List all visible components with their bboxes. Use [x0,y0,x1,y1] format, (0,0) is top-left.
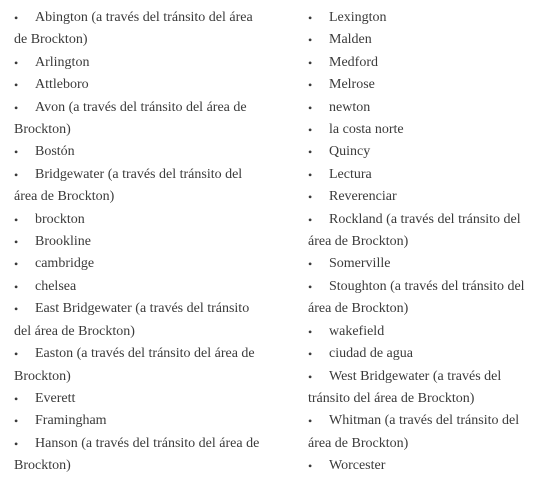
list-item-text: Brookline [35,234,91,250]
list-item [14,343,264,388]
list-item-text: Malden [329,32,372,48]
list-item [308,52,540,74]
list-item [308,321,540,343]
list-item-text: la costa norte [329,122,404,138]
list-item [14,141,264,163]
list-item [308,97,540,119]
list-item-text: cambridge [35,256,95,272]
bullet-icon: • [14,302,19,317]
list-item-text: Melrose [329,77,375,93]
list-item [14,164,264,209]
list-item-text: Lectura [329,166,372,182]
list-item [308,366,540,411]
list-item [308,119,540,141]
right-city-list [308,7,540,478]
bullet-icon: • [14,167,19,182]
list-item [308,29,540,51]
bullet-icon: • [308,279,313,294]
list-item-text: Framingham [35,413,107,429]
list-item-text: Somerville [329,256,391,272]
list-item [14,410,264,432]
list-item-text: Medford [329,54,378,70]
list-item-text: East Bridgewater (a través del tránsito del área de Brockton) [14,301,250,339]
list-item [14,209,264,231]
list-item-text: chelsea [35,278,77,294]
bullet-icon: • [308,369,313,384]
list-item-text: Whitman (a través del tránsito del área de Brockton) [308,413,520,451]
bullet-icon: • [308,123,313,138]
list-item [308,74,540,96]
list-item-text: Lexington [329,10,387,25]
list-item [14,97,264,142]
bullet-icon: • [308,100,313,115]
list-item [308,343,540,365]
list-item-text: Abington (a través del tránsito del área de Brockton) [14,10,253,48]
list-item [14,298,264,343]
bullet-icon: • [308,190,313,205]
list-item-text: Everett [35,390,76,406]
list-item [14,7,264,52]
list-item-text: newton [329,99,371,115]
list-item-text: Attleboro [35,77,89,93]
list-item [308,276,540,321]
list-item-text: Avon (a través del tránsito del área de Brockton) [14,99,247,138]
list-item-text: Easton (a través del tránsito del área de Brockton) [14,346,255,384]
bullet-icon: • [14,436,19,451]
list-item-text: brockton [35,211,85,227]
list-item [308,164,540,186]
list-item-text: Worcester [329,458,386,474]
list-item [14,253,264,275]
bullet-icon: • [308,212,313,227]
bullet-icon: • [308,257,313,272]
bullet-icon: • [14,11,19,25]
bullet-icon: • [308,459,313,474]
list-item-text: Bostón [35,144,75,160]
list-item [308,253,540,275]
bullet-icon: • [14,391,19,406]
list-item [308,455,540,477]
list-item-text: wakefield [329,323,385,339]
bullet-icon: • [308,324,313,339]
bullet-icon: • [14,414,19,429]
list-item-text: Arlington [35,54,90,70]
bullet-icon: • [308,11,313,25]
list-item [308,209,540,254]
list-item [308,141,540,163]
bullet-icon: • [308,145,313,160]
bullet-icon: • [308,347,313,362]
list-item [14,388,264,410]
bullet-icon: • [14,235,19,250]
list-item-text: Reverenciar [329,189,397,205]
list-item [14,276,264,298]
list-item-text: Quincy [329,144,371,160]
bullet-icon: • [14,347,19,362]
list-item-text: Stoughton (a través del tránsito del área de Brockton) [308,278,525,317]
bullet-icon: • [14,145,19,160]
list-item-text: Hanson (a través del tránsito del área de Brockton) [14,435,260,474]
bullet-icon: • [14,257,19,272]
list-item [308,410,540,455]
list-item [14,231,264,253]
bullet-icon: • [14,78,19,93]
list-item-text: ciudad de agua [329,346,413,362]
bullet-icon: • [14,279,19,294]
bullet-icon: • [14,55,19,70]
bullet-icon: • [308,414,313,429]
bullet-icon: • [308,78,313,93]
list-item [14,433,264,478]
left-city-list [14,7,264,478]
bullet-icon: • [14,212,19,227]
list-item-text: Rockland (a través del tránsito del área de Brockton) [308,211,521,250]
bullet-icon: • [308,167,313,182]
list-item-text: West Bridgewater (a través del tránsito del área de Brockton) [308,368,502,406]
list-item-text: Bridgewater (a través del tránsito del área de Brockton) [14,166,243,205]
bullet-icon: • [308,55,313,70]
list-item [14,74,264,96]
list-item [14,52,264,74]
bullet-icon: • [14,100,19,115]
list-item [308,7,540,29]
list-item [308,186,540,208]
bullet-icon: • [308,33,313,48]
